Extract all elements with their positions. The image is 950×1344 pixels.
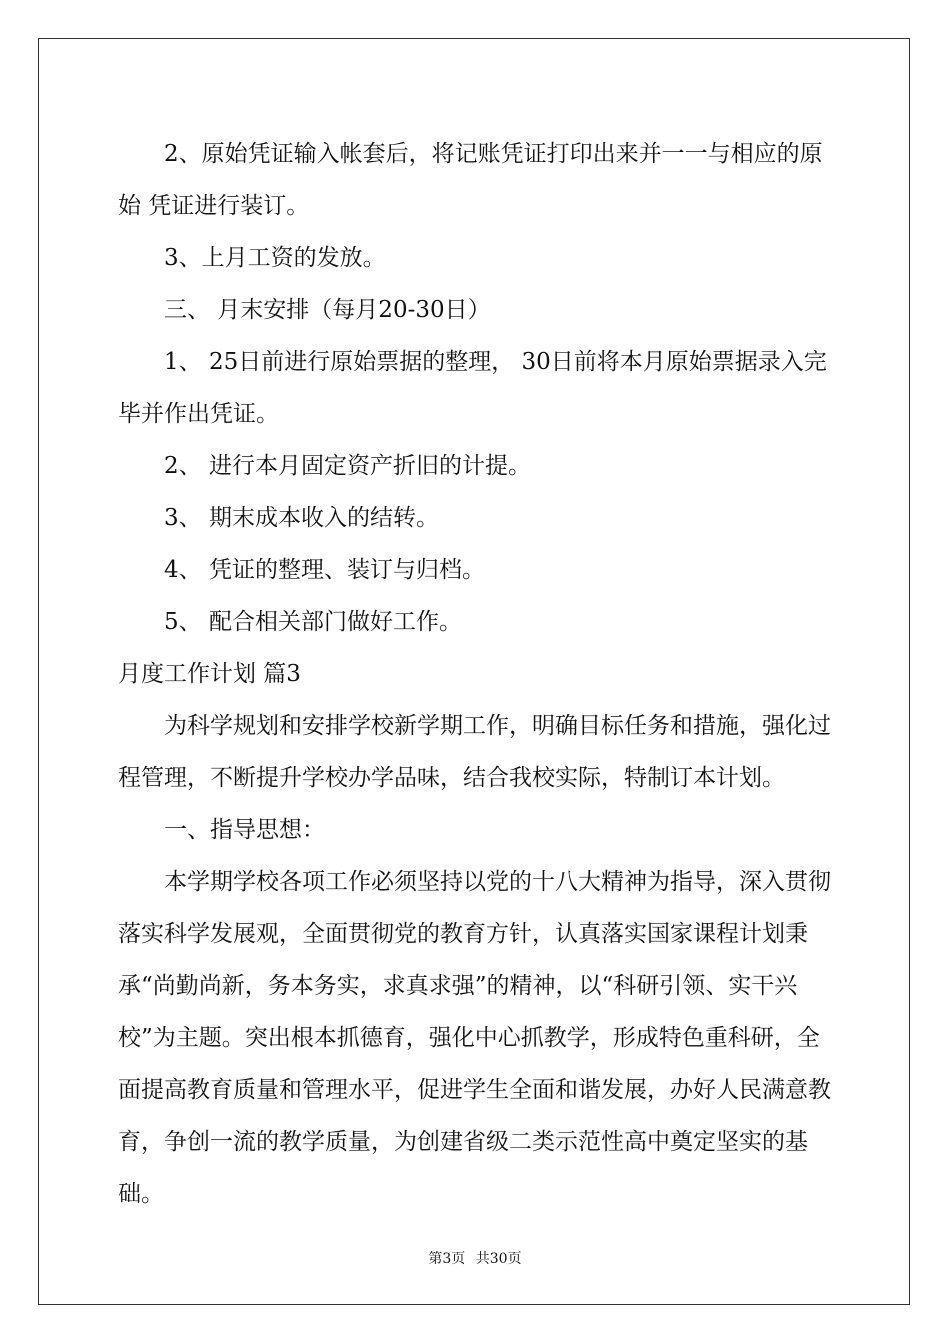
paragraph: 4、 凭证的整理、装订与归档。	[164, 557, 485, 583]
document-body	[118, 128, 833, 1220]
section-heading: 三、 月末安排（每月20-30日）	[164, 297, 491, 323]
paragraph: 1、 25日前进行原始票据的整理， 30日前将本月原始票据录入完毕并作出凭证。	[118, 349, 827, 427]
paragraph: 2、 进行本月固定资产折旧的计提。	[164, 453, 531, 479]
section-heading: 一、指导思想：	[164, 817, 325, 843]
paragraph: 3、上月工资的发放。	[164, 245, 386, 271]
paragraph: 2、原始凭证输入帐套后，将记账凭证打印出来并一一与相应的原始 凭证进行装订。	[118, 141, 823, 219]
paragraph: 5、 配合相关部门做好工作。	[164, 609, 462, 635]
paragraph: 为科学规划和安排学校新学期工作，明确目标任务和措施，强化过程管理，不断提升学校办学品味，结合我校实际，特制订本计划。	[118, 713, 831, 791]
page-footer	[0, 1248, 950, 1268]
page-total: 共30页	[475, 1251, 522, 1267]
article-heading: 月度工作计划 篇3	[118, 661, 301, 687]
page-number: 第3页	[428, 1251, 466, 1267]
paragraph: 本学期学校各项工作必须坚持以党的十八大精神为指导，深入贯彻落实科学发展观，全面贯彻党的教育方针，认真落实国家课程计划秉承“尚勤尚新，务本务实，求真求强”的精神，以“科研引领、实干兴校”为主题。突出根本抓德育，强化中心抓教学，形成特色重科研，全面提高教育质量和管理水平，促进学生全面和谐发展，办好人民满意教育，争创一流的教学质量，为创建省级二类示范性高中奠定坚实的基础。	[118, 869, 831, 1207]
paragraph: 3、 期末成本收入的结转。	[164, 505, 439, 531]
